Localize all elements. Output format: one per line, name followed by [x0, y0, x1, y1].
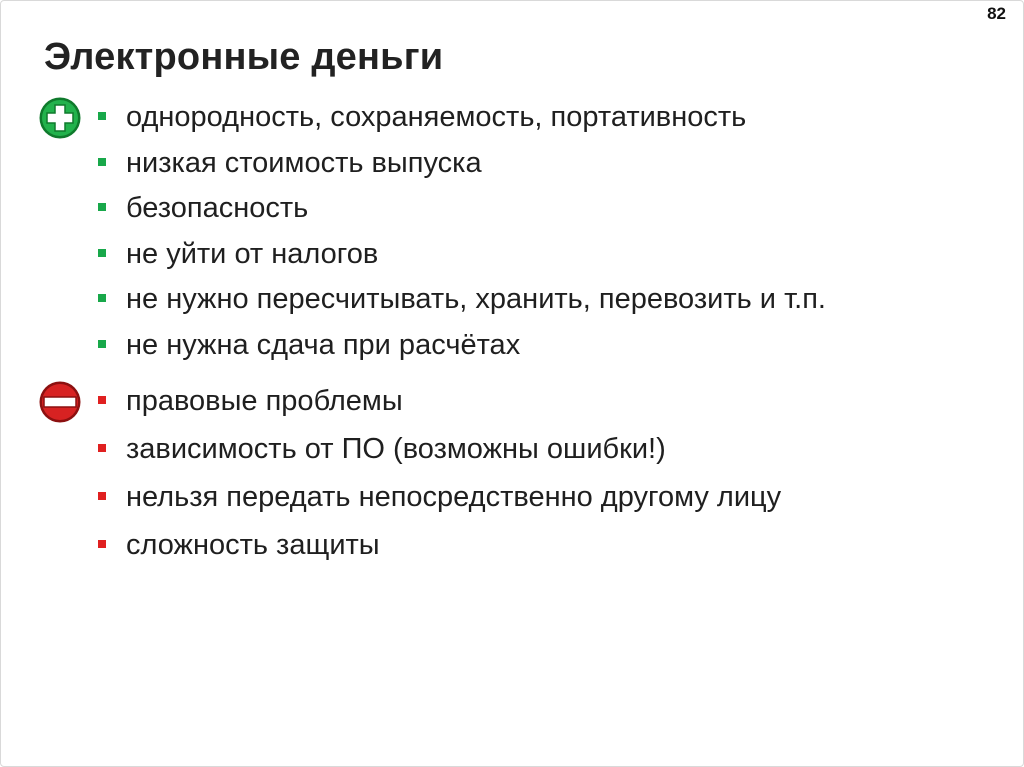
list-item-text: нельзя передать непосредственно другому лицу	[126, 481, 782, 513]
bullet-marker	[98, 340, 106, 348]
list-item	[96, 282, 996, 316]
list-item-text: правовые проблемы	[126, 385, 403, 417]
list-item	[96, 191, 996, 225]
list-item	[96, 237, 996, 271]
list-item	[96, 384, 996, 418]
bullet-marker	[98, 540, 106, 548]
list-item-text: не уйти от налогов	[126, 237, 379, 270]
bullet-marker	[98, 158, 106, 166]
cons-list	[96, 374, 996, 576]
bullet-marker	[98, 203, 106, 211]
pros-list	[96, 96, 996, 373]
list-item	[96, 528, 996, 562]
list-item	[96, 432, 996, 466]
minus-circle-icon	[38, 380, 82, 424]
list-item	[96, 100, 996, 134]
list-item-text: низкая стоимость выпуска	[126, 146, 482, 179]
bullet-marker	[98, 492, 106, 500]
slide-title: Электронные деньги	[44, 36, 444, 78]
list-item-text: не нужно пересчитывать, хранить, перевозить и т.п.	[126, 283, 826, 315]
list-item-text: не нужна сдача при расчётах	[126, 328, 521, 361]
bullet-marker	[98, 444, 106, 452]
plus-circle-icon	[38, 96, 82, 140]
bullet-marker	[98, 294, 106, 302]
bullet-marker	[98, 396, 106, 404]
list-item	[96, 146, 996, 180]
list-item	[96, 328, 996, 362]
page-number: 82	[987, 4, 1006, 23]
list-item-text: сложность защиты	[126, 529, 380, 561]
bullet-marker	[98, 249, 106, 257]
list-item-text: зависимость от ПО (возможны ошибки!)	[126, 433, 666, 465]
list-item	[96, 480, 996, 514]
list-item-text: однородность, сохраняемость, портативность	[126, 101, 747, 133]
list-item-text: безопасность	[126, 192, 309, 224]
bullet-marker	[98, 112, 106, 120]
